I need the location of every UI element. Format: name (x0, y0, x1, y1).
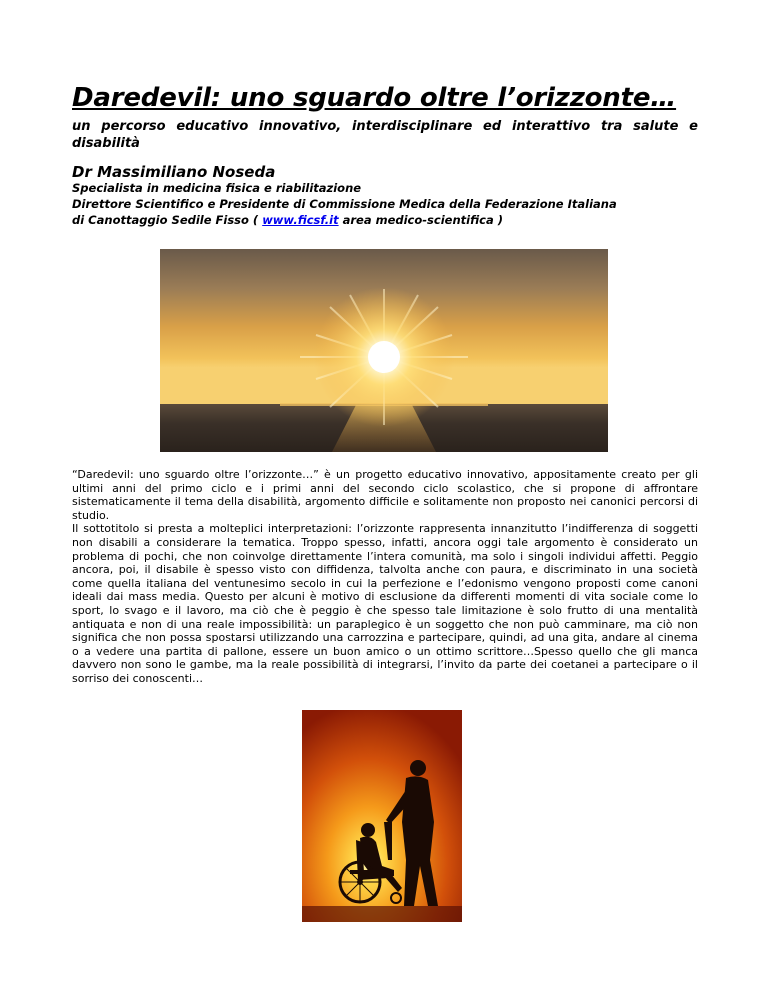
affiliation-line-3-prefix: di Canottaggio Sedile Fisso ( (72, 213, 263, 227)
affiliation-line-3 (72, 212, 698, 228)
document-title: Daredevil: uno sguardo oltre l’orizzonte… (72, 83, 677, 113)
document-subtitle: un percorso educativo innovativo, interdisciplinare ed interattivo tra salute e disabilità (72, 119, 698, 151)
author-name: Dr Massimiliano Noseda (72, 163, 276, 181)
affiliation-line-2: Direttore Scientifico e Presidente di Commissione Medica della Federazione Italiana (72, 197, 617, 211)
paragraph-2: Il sottotitolo si presta a molteplici interpretazioni: l’orizzonte rappresenta innanzitutto l’indifferenza di soggetti non disabili a considerare la tematica. Troppo spesso, infatti, ancora oggi tale argomento è considerato un problema di pochi, che non coinvolge direttamente l’intera comunità, ma solo i singoli individui affetti. Peggio ancora, poi, il disabile è spesso visto con diffidenza, talvolta anche con paura, e discriminato in una società come quella italiana del ventunesimo secolo in cui la perfezione e l’edonismo vengono proposti come canoni ideali dai mass media. Questo per alcuni è motivo di esclusione da differenti momenti di vita sociale come lo sport, lo svago e il lavoro, ma ciò che è peggio è che spesso tale limitazione è solo frutto di una mentalità antiquata e non di una reale impossibilità: un paraplegico è un soggetto che non può camminare, ma ciò non significa che non possa spostarsi utilizzando una carrozzina e partecipare, quindi, ad una gita, andare al cinema o a vedere una partita di pallone, essere un buon amico o un ottimo scrittore…Spesso quello che gli manca davvero non sono le gambe, ma la reale possibilità di integrarsi, l’invito da parte dei coetanei a partecipare o il sorriso dei conoscenti… (72, 522, 698, 685)
ficsf-website-link[interactable]: www.ficsf.it (262, 213, 339, 227)
sunset-over-sea-photo (160, 249, 608, 452)
body-text (72, 468, 698, 686)
paragraph-1: “Daredevil: uno sguardo oltre l’orizzonte…” è un progetto educativo innovativo, appositamente creato per gli ultimi anni del primo ciclo e i primi anni del secondo ciclo scolastico, che si propone di affrontare sistematicamente il tema della disabilità, argomento difficile e solitamente non proposto nei canonici percorsi di studio. (72, 468, 698, 522)
author-affiliation (72, 180, 698, 228)
affiliation-line-3-suffix: area medico-scientifica ) (338, 213, 503, 227)
affiliation-line-1: Specialista in medicina fisica e riabilitazione (72, 181, 362, 195)
wheelchair-silhouette-sunset-photo (302, 710, 462, 922)
